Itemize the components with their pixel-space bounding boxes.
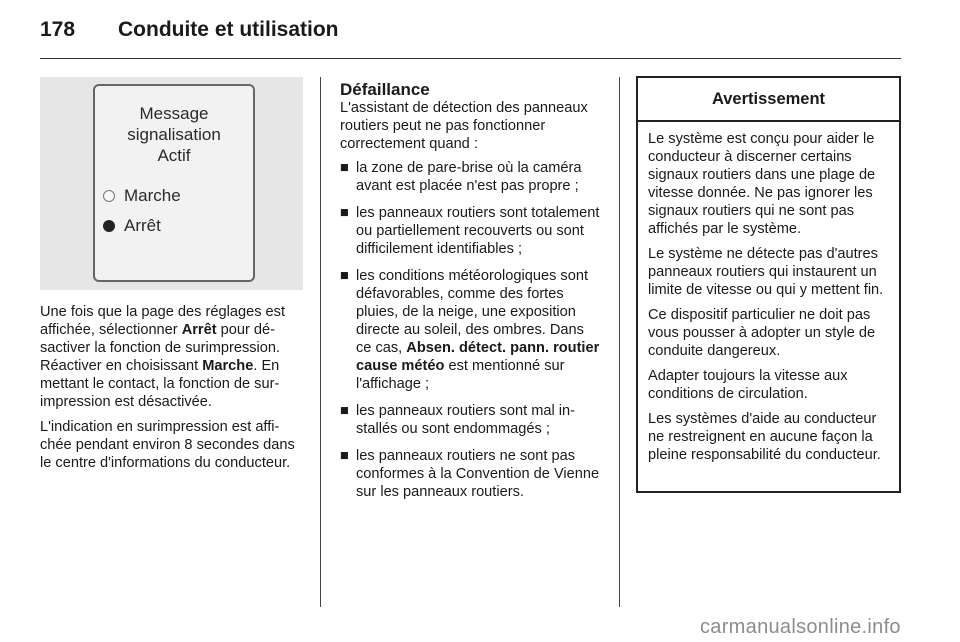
list-item-text: les conditions météorologiques sont défavorables, comme des fortes pluies, de la neige, une exposition directe au soleil, des ombres. Dans ce cas,: [356, 268, 589, 356]
info-paragraph: L'indication en surimpression est affichée pendant environ 8 secondes dans le centre d'informations du conducteur.: [40, 419, 295, 471]
column-divider-right: [619, 77, 620, 607]
warning-paragraph: Ce dispositif particulier ne doit pas vous pousser à adopter un style de conduite dangereux.: [648, 307, 876, 359]
malfunction-list: [340, 159, 602, 501]
list-item-text: les panneaux routiers sont mal installés ou sont endommagés ;: [356, 403, 576, 437]
info-display-screen: [93, 84, 255, 282]
option-label: Arrêt: [124, 216, 161, 235]
bullet-square-icon: ■: [340, 403, 349, 419]
text-run: . En mettant le contact, la fonction de surimpression est désactivée.: [40, 358, 280, 410]
bold-term-marche: Marche: [202, 358, 254, 374]
radio-unselected-icon: [103, 190, 115, 202]
bullet-square-icon: ■: [340, 268, 349, 284]
list-item: [340, 402, 602, 438]
option-marche: [103, 186, 181, 206]
bullet-square-icon: ■: [340, 205, 349, 221]
list-item: [340, 204, 602, 258]
list-item: [340, 159, 602, 195]
warning-paragraph: Les systèmes d'aide au conducteur ne restreignent en aucune façon la pleine responsabilité du conducteur.: [648, 411, 881, 463]
text-run: Une fois que la page des réglages est affichée, sélectionner: [40, 304, 286, 338]
warning-paragraph: Adapter toujours la vitesse aux conditions de circulation.: [648, 368, 848, 402]
list-item: [340, 267, 602, 393]
warning-body: [638, 122, 899, 464]
list-item-text: les panneaux routiers ne sont pas conformes à la Convention de Vienne sur les panneaux routiers.: [356, 448, 600, 500]
display-title-line: Actif: [157, 146, 191, 165]
display-title-line: Message: [139, 104, 209, 123]
watermark: carmanualsonline.info: [700, 616, 901, 638]
option-label: Marche: [124, 186, 181, 205]
intro-paragraph: L'assistant de détection des panneaux routiers peut ne pas fonctionner correctement quand :: [340, 100, 588, 152]
option-arret: [103, 216, 161, 236]
left-column-text: [40, 303, 305, 479]
bold-term-arret: Arrêt: [181, 322, 217, 338]
display-title: [95, 103, 253, 166]
warning-box: [636, 76, 901, 493]
display-title-line: signalisation: [127, 125, 221, 144]
header-divider: [40, 58, 901, 59]
list-item-text: est mentionné sur l'affichage ;: [356, 358, 565, 392]
section-heading: Défaillance: [340, 80, 430, 99]
radio-selected-icon: [103, 220, 115, 232]
list-item-text: la zone de pare-brise où la caméra avant est placée n'est pas propre ;: [356, 160, 582, 194]
page-header: [40, 18, 339, 42]
warning-paragraph: Le système ne détecte pas d'autres panneaux routiers qui instaurent un limite de vitesse ou qui y mettent fin.: [648, 246, 884, 298]
bold-display-message: Absen. détect. pann. routier cause météo: [356, 340, 600, 374]
bullet-square-icon: ■: [340, 448, 349, 464]
text-run: pour désactiver la fonction de surimpression. Réactiver en choisissant: [40, 322, 281, 374]
list-item: [340, 447, 602, 501]
display-illustration: [40, 77, 303, 290]
warning-paragraph: Le système est conçu pour aider le conducteur à discerner certains signaux routiers dans une plage de vitesse donnée. Ne pas ignorer les signaux routiers qui ne sont pas affichés par le système.: [648, 131, 876, 237]
page-number: 178: [40, 18, 76, 41]
instruction-paragraph: [40, 303, 305, 411]
middle-column-text: [340, 80, 602, 510]
section-title: Conduite et utilisation: [118, 18, 339, 41]
list-item-text: les panneaux routiers sont totalement ou partiellement recouverts ou sont difficilement identifiables ;: [356, 205, 600, 257]
column-divider-left: [320, 77, 321, 607]
warning-title: Avertissement: [638, 78, 899, 122]
bullet-square-icon: ■: [340, 160, 349, 176]
